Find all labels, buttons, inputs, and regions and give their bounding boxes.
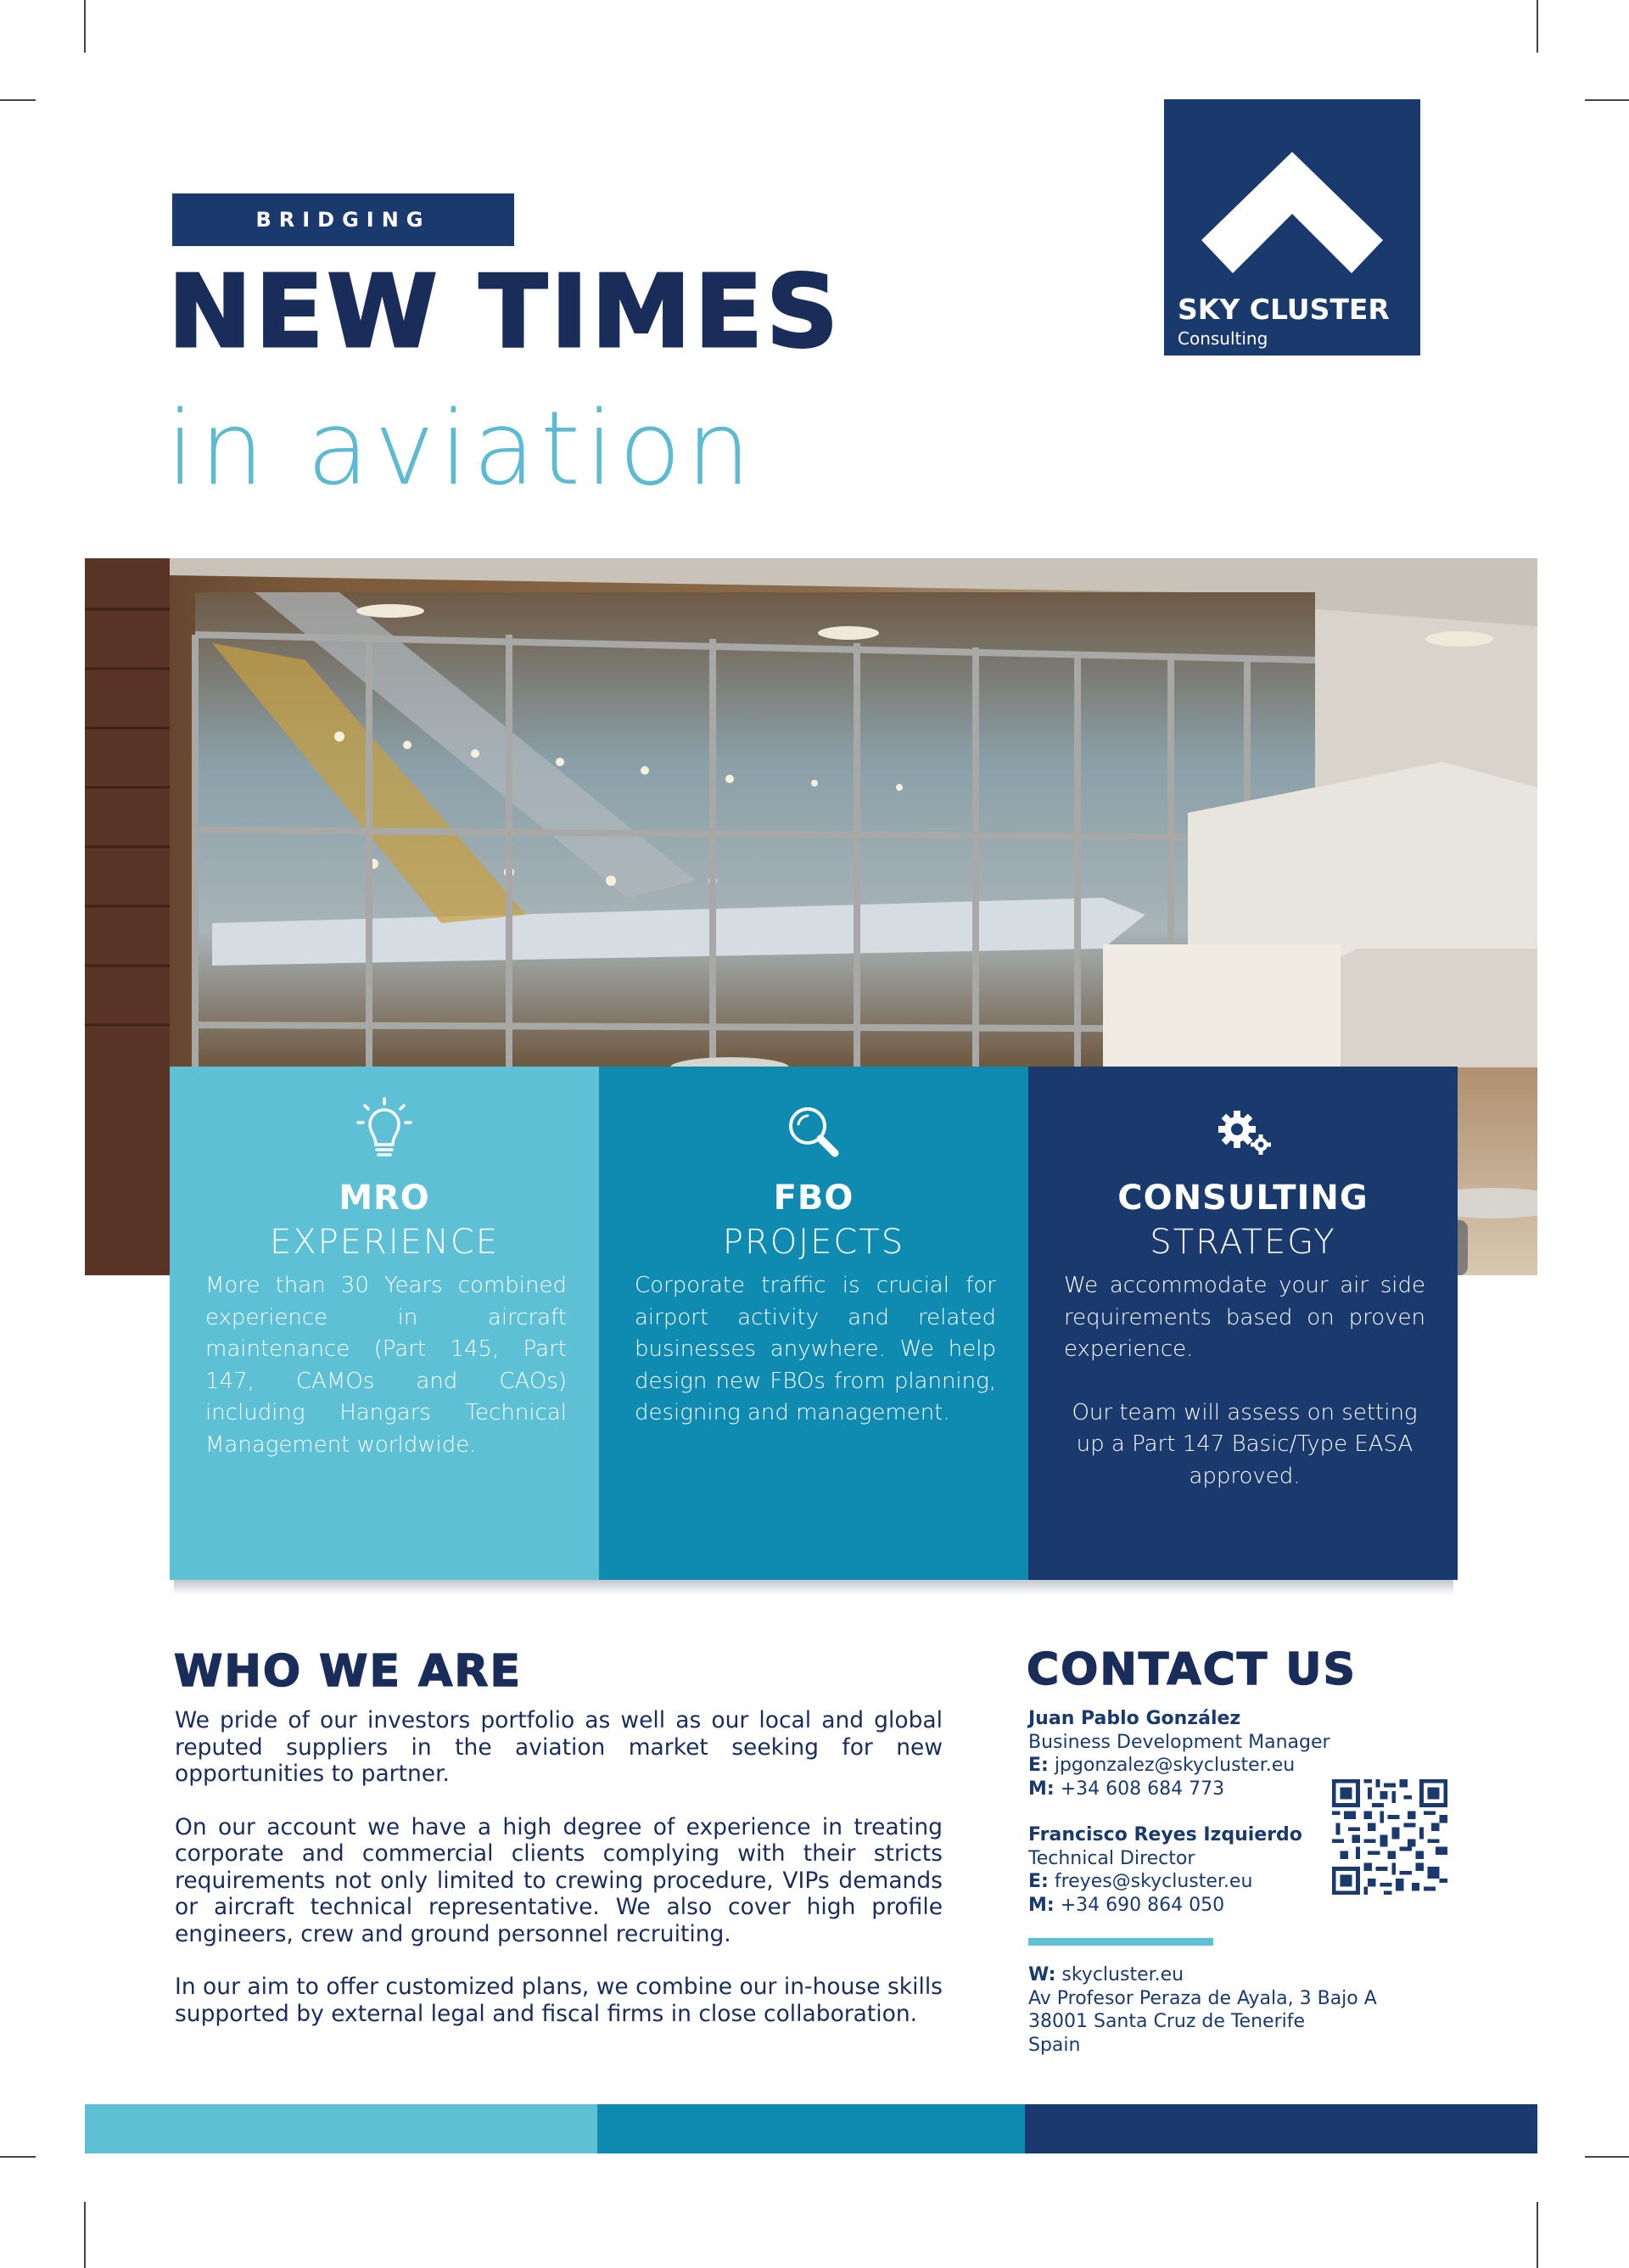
- who-paragraph: We pride of our investors portfolio as well as our local and global reputed suppliers in the aviation market seeking for new opportunities to partner.: [175, 1707, 943, 1787]
- card-text: Our team will assess on setting up a Part 147 Basic/Type EASA approved.: [1072, 1399, 1418, 1489]
- card-title: CONSULTING: [1117, 1179, 1369, 1218]
- bridging-tag: BRIDGING: [172, 193, 514, 246]
- subheadline: in aviation: [166, 390, 756, 508]
- contact-name: Juan Pablo González: [1028, 1708, 1241, 1729]
- gears-icon: [1028, 1094, 1458, 1170]
- crop-mark: [1585, 99, 1629, 101]
- contact-role: Technical Director: [1028, 1847, 1195, 1869]
- who-paragraph: In our aim to offer customized plans, we combine our in-house skills supported by external legal and fiscal firms in close collaboration.: [175, 1974, 943, 2027]
- headline: NEW TIMES: [168, 253, 842, 370]
- crop-mark: [84, 0, 86, 53]
- address-line: Spain: [1028, 2034, 1081, 2056]
- website-link[interactable]: skycluster.eu: [1061, 1964, 1184, 1985]
- crop-mark: [1537, 2202, 1538, 2268]
- card-title: MRO: [339, 1179, 430, 1218]
- email-label: E:: [1028, 1755, 1049, 1776]
- card-subtitle: STRATEGY: [1150, 1223, 1336, 1262]
- contact-divider: [1028, 1938, 1213, 1946]
- contact-people: [1028, 1707, 1385, 1940]
- logo-subtitle: Consulting: [1178, 328, 1268, 349]
- card-shadow: [174, 1580, 1453, 1595]
- qr-code-icon[interactable]: [1332, 1779, 1447, 1895]
- footer-bar-teal: [597, 2104, 1025, 2153]
- card-text: We accommodate your air side requirements based on proven experience.: [1064, 1273, 1425, 1362]
- contact-person: [1028, 1707, 1385, 1800]
- sky-cluster-logo: [1164, 99, 1420, 356]
- card-title: FBO: [773, 1179, 854, 1218]
- address-line: 38001 Santa Cruz de Tenerife: [1028, 2011, 1306, 2032]
- card-text: More than 30 Years combined experience in aircraft maintenance (Part 145, Part 147, CAMOs and CAOs) including Hangars Technical Management worldwide.: [205, 1273, 567, 1458]
- card-body: [1064, 1270, 1425, 1524]
- email-label: E:: [1028, 1871, 1049, 1892]
- card-text: Corporate traffic is crucial for airport activity and related businesses anywhere. We help design new FBOs from planning, designing and management.: [635, 1273, 996, 1425]
- footer-bar-navy: [1025, 2104, 1537, 2153]
- who-we-are-body: [175, 1707, 943, 2053]
- contact-phone[interactable]: +34 608 684 773: [1060, 1778, 1225, 1800]
- magnifier-icon: [599, 1094, 1028, 1170]
- crop-mark: [1585, 2156, 1629, 2158]
- card-subtitle: PROJECTS: [722, 1223, 905, 1262]
- crop-mark: [0, 99, 36, 101]
- card-subtitle: EXPERIENCE: [269, 1223, 500, 1262]
- contact-role: Business Development Manager: [1028, 1731, 1330, 1753]
- contact-email[interactable]: freyes@skycluster.eu: [1054, 1871, 1253, 1892]
- address-line: Av Profesor Peraza de Ayala, 3 Bajo A: [1028, 1987, 1377, 2009]
- who-we-are-title: WHO WE ARE: [174, 1646, 522, 1697]
- card-consulting: [1028, 1067, 1458, 1580]
- phone-label: M:: [1028, 1894, 1055, 1916]
- card-body: [635, 1270, 996, 1461]
- card-body: [205, 1270, 567, 1492]
- crop-mark: [0, 2156, 36, 2158]
- phone-label: M:: [1028, 1778, 1055, 1800]
- contact-phone[interactable]: +34 690 864 050: [1060, 1894, 1225, 1916]
- footer-bar-light: [85, 2104, 597, 2153]
- contact-name: Francisco Reyes Izquierdo: [1028, 1824, 1302, 1845]
- who-paragraph: On our account we have a high degree of experience in treating corporate and commercial clients complying with their stricts requirements not only limited to crewing procedure, VIPs demands or aircraft technical representative. We also cover high profile engineers, crew and ground personnel recruiting.: [175, 1813, 943, 1947]
- card-mro: [170, 1067, 599, 1580]
- web-label: W:: [1028, 1964, 1056, 1985]
- crop-mark: [84, 2202, 86, 2268]
- contact-person: [1028, 1823, 1385, 1917]
- lightbulb-icon: [170, 1094, 599, 1170]
- logo-name: SKY CLUSTER: [1178, 293, 1390, 326]
- card-fbo: [599, 1067, 1028, 1580]
- crop-mark: [1537, 0, 1538, 53]
- contact-email[interactable]: jpgonzalez@skycluster.eu: [1054, 1755, 1296, 1776]
- contact-address-block: [1028, 1963, 1419, 2057]
- contact-us-title: CONTACT US: [1027, 1644, 1357, 1695]
